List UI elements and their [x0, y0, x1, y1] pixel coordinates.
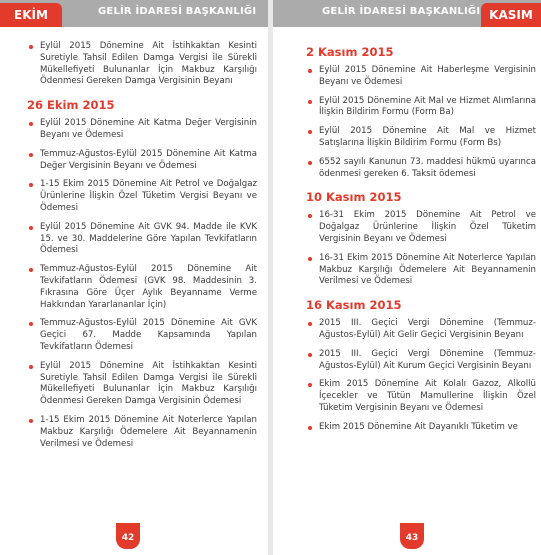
bullet-icon [29, 183, 33, 187]
list-item-text: 2015 III. Geçici Vergi Dönemine (Temmuz-Ağustos-Eylül) Ait Kurum Geçici Vergisinin Beyanı [319, 348, 536, 371]
list-item-text: Eylül 2015 Dönemine Ait İstihkaktan Kesinti Suretiyle Tahsil Edilen Damga Vergisi ile Sürekli Mükellefiyeti Bulunanlar İçin Makbuz Karşılığı Ödenmesi Gereken Damga Vergisinin Ödemesi [40, 360, 257, 407]
list-item-text: 2015 III. Geçici Vergi Dönemine (Temmuz-Ağustos-Eylül) Ait Gelir Geçici Vergisinin Beyanı [319, 318, 536, 340]
list-item-text: Eylül 2015 Dönemine Ait İstihkaktan Kesinti Suretiyle Tahsil Edilen Damga Vergisi ile Sürekli Mükellefiyeti Bulunanlar İçin Makbuz Karşılığı Ödenmesi Gereken Damga Vergisinin Beyanı [40, 41, 257, 87]
left-page-column [27, 41, 257, 457]
list-item [306, 157, 536, 181]
list-item-text: 1-15 Ekim 2015 Dönemine Ait Noterlerce Yapılan Makbuz Karşılığı Ödemelere Ait Beyannamenin Verilmesi ve Ödemesi [40, 414, 257, 449]
list-item [27, 41, 257, 88]
bullet-icon [29, 365, 33, 369]
section-title-16-kasim: 16 Kasım 2015 [306, 298, 402, 313]
list-item [306, 253, 536, 288]
list-item-text: Temmuz-Ağustos-Eylül 2015 Dönemine Ait Katma Değer Vergisinin Beyanı ve Ödemesi [40, 148, 257, 171]
month-tab-right: KASIM [481, 3, 541, 27]
list-item [306, 65, 536, 89]
list-item [27, 415, 257, 450]
list-item [306, 379, 536, 414]
bullet-icon [29, 153, 33, 157]
list-item [27, 179, 257, 214]
bullet-icon [308, 214, 312, 218]
right-page-column [306, 45, 536, 441]
list-item [306, 349, 536, 373]
section-title-2-kasim: 2 Kasım 2015 [306, 45, 394, 59]
list-item [27, 149, 257, 173]
list-item-text: 6552 sayılı Kanunun 73. maddesi hükmü uyarınca ödenmesi gereken 6. Taksit ödemesi [319, 156, 536, 179]
list-item-text: Temmuz-Ağustos-Eylül 2015 Dönemine Ait Tevkifatların Ödemesi (GVK 98. Maddesinin 3. Fıkrasına Göre Üçer Aylık Beyanname Verme Hakkından Yararlananlar İçin) [40, 264, 257, 310]
bullet-icon [308, 161, 312, 165]
list-item-text: Temmuz-Ağustos-Eylül 2015 Dönemine Ait GVK Geçici 67. Madde Kapsamında Yapılan Tevkifatların Ödemesi [40, 318, 257, 352]
list-item-text: Eylül 2015 Dönemine Ait Katma Değer Vergisinin Beyanı ve Ödemesi [40, 118, 257, 140]
list-item-text: Eylül 2015 Dönemine Ait Haberleşme Vergisinin Beyanı ve Ödemesi [319, 65, 536, 87]
month-tab-left: EKİM [0, 3, 62, 27]
list-item-text: Eylül 2015 Dönemine Ait Mal ve Hizmet Satışlarına İlişkin Bildirim Formu (Form Bs) [319, 126, 536, 148]
section-title-26-ekim: 26 Ekim 2015 [27, 98, 115, 113]
bullet-icon [29, 226, 33, 230]
list-item-text: 16-31 Ekim 2015 Dönemine Ait Noterlerce Yapılan Makbuz Karşılığı Ödemelere Ait Beyannamenin Verilmesi ve Ödemesi [319, 252, 536, 287]
list-item [27, 318, 257, 353]
list-item [27, 118, 257, 142]
list-item [27, 264, 257, 311]
bullet-icon [308, 383, 312, 387]
bullet-icon [308, 130, 312, 134]
list-item [306, 126, 536, 150]
list-item [306, 422, 536, 434]
right-section-list-3 [306, 318, 536, 433]
right-section-list-2 [306, 210, 536, 288]
right-section-list-1 [306, 65, 536, 180]
list-item-text: Eylül 2015 Dönemine Ait Mal ve Hizmet Alımlarına İlişkin Bildirim Formu (Form Ba) [319, 95, 536, 118]
center-gutter [268, 0, 273, 555]
section-title-10-kasim: 10 Kasım 2015 [306, 190, 402, 205]
bullet-icon [308, 426, 312, 430]
left-intro-list [27, 41, 257, 88]
list-item-text: Ekim 2015 Dönemine Ait Kolalı Gazoz, Alkollü İçecekler ve Tütün Mamullerine İlişkin Özel Tüketim Vergisinin Beyanı ve Ödemesi [319, 379, 536, 413]
page-number-right: 43 [400, 523, 424, 549]
bullet-icon [29, 419, 33, 423]
list-item-text: Ekim 2015 Dönemine Ait Dayanıklı Tüketim ve [319, 421, 518, 432]
list-item-text: 1-15 Ekim 2015 Dönemine Ait Petrol ve Doğalgaz Ürünlerine İlişkin Özel Tüketim Vergisi Beyanı ve Ödemesi [40, 179, 257, 213]
list-item-text: Eylül 2015 Dönemine Ait GVK 94. Madde ile KVK 15. ve 30. Maddelerine Göre Yapılan Tevkifatların Ödemesi [40, 221, 257, 256]
page-number-left: 42 [116, 523, 140, 549]
bullet-icon [308, 69, 312, 73]
bullet-icon [29, 268, 33, 272]
bullet-icon [29, 45, 33, 49]
bullet-icon [308, 353, 312, 357]
header-title-left: GELİR İDARESİ BAŞKANLIĞI [98, 6, 257, 17]
bullet-icon [308, 100, 312, 104]
header-title-right: GELİR İDARESİ BAŞKANLIĞI [322, 6, 481, 17]
list-item-text: 16-31 Ekim 2015 Dönemine Ait Petrol ve Doğalgaz Ürünlerine İlişkin Özel Tüketim Vergisinin Beyanı ve Ödemesi [319, 210, 536, 244]
list-item [306, 210, 536, 245]
list-item [306, 96, 536, 120]
list-item [27, 361, 257, 408]
left-section-list [27, 118, 257, 450]
bullet-icon [308, 322, 312, 326]
bullet-icon [29, 122, 33, 126]
list-item [27, 222, 257, 257]
bullet-icon [308, 257, 312, 261]
bullet-icon [29, 322, 33, 326]
list-item [306, 318, 536, 342]
